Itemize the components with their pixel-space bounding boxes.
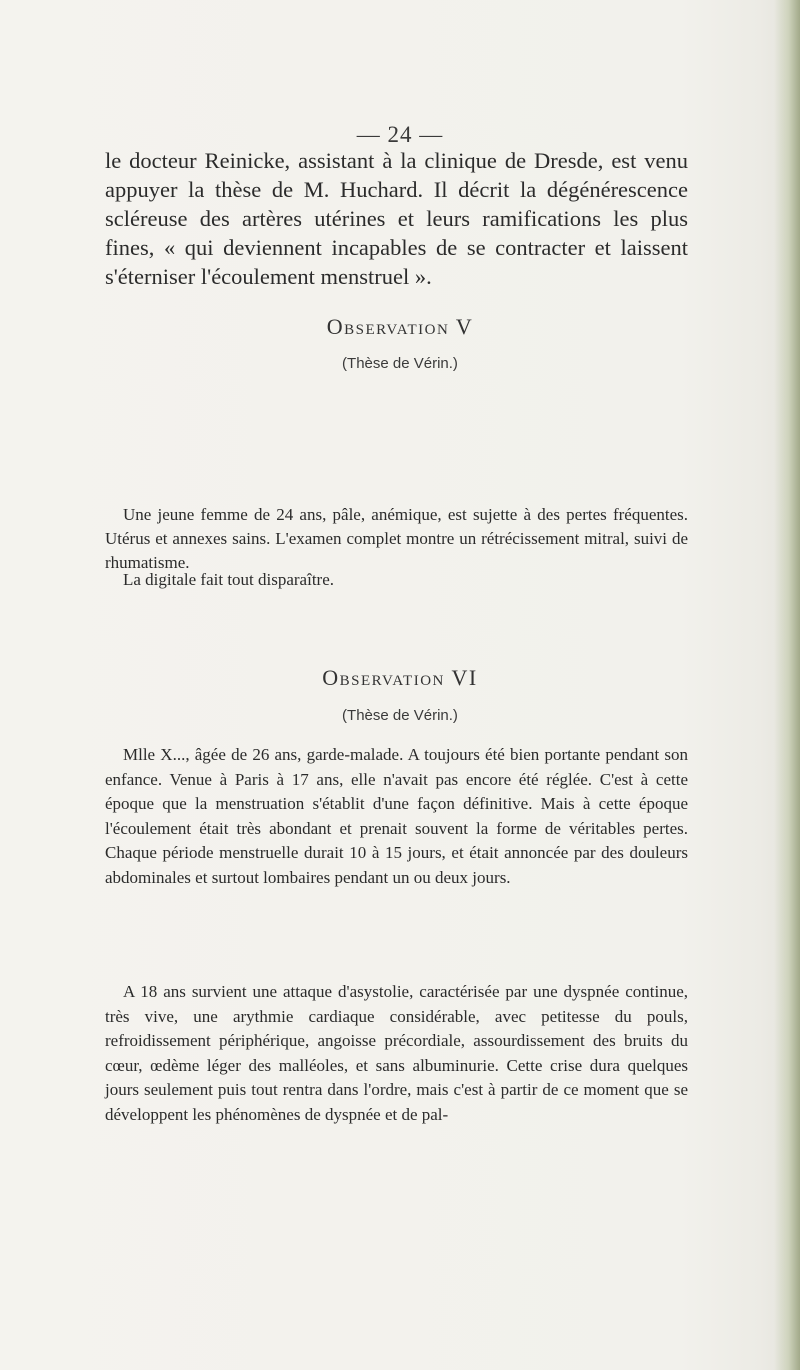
page-number: — 24 — xyxy=(356,122,444,147)
observation-6-paragraph: A 18 ans survient une attaque d'asystolie, caractérisée par une dyspnée continue, très vive, une arythmie cardiaque considérable, avec petitesse du pouls, refroidissement périphérique, angoisse précordiale, assourdissement des bruits du cœur, œdème léger des malléoles, et sans albuminurie. Cette crise dura quelques jours seulement puis tout rentra dans l'ordre, mais c'est à partir de ce moment que se développent les phénomènes de dyspnée et de pal- xyxy=(105,982,688,1124)
observation-6-source: (Thèse de Vérin.) xyxy=(342,707,458,724)
observation-6-paragraph: Mlle X..., âgée de 26 ans, garde-malade. A toujours été bien portante pendant son enfance. Venue à Paris à 17 ans, elle n'avait pas encore été réglée. C'est à cette époque que la menstruation s'établit d'une façon définitive. Mais à cette époque l'écoulement était très abondant et prenait souvent la forme de véritables pertes. Chaque période menstruelle durait 10 à 15 jours, et était annoncée par des douleurs abdominales et surtout lombaires pendant un ou deux jours. xyxy=(105,745,688,887)
intro-paragraph: le docteur Reinicke, assistant à la clinique de Dresde, est venu appuyer la thèse de M. Huchard. Il décrit la dégénérescence scléreuse des artères utérines et leurs ramifications les plus fines, « qui deviennent incapables de se contracter et laissent s'éterniser l'écoulement menstruel ». xyxy=(105,148,688,289)
observation-5-title: Observation V xyxy=(326,314,474,339)
observation-5-paragraph: Une jeune femme de 24 ans, pâle, anémique, est sujette à des pertes fréquentes. Utérus et annexes sains. L'examen complet montre un rétrécissement mitral, suivi de rhumatisme. xyxy=(105,505,688,572)
observation-6-title: Observation VI xyxy=(322,665,478,690)
observation-5-source: (Thèse de Vérin.) xyxy=(342,355,458,372)
observation-5-paragraph: La digitale fait tout disparaître. xyxy=(123,570,335,589)
